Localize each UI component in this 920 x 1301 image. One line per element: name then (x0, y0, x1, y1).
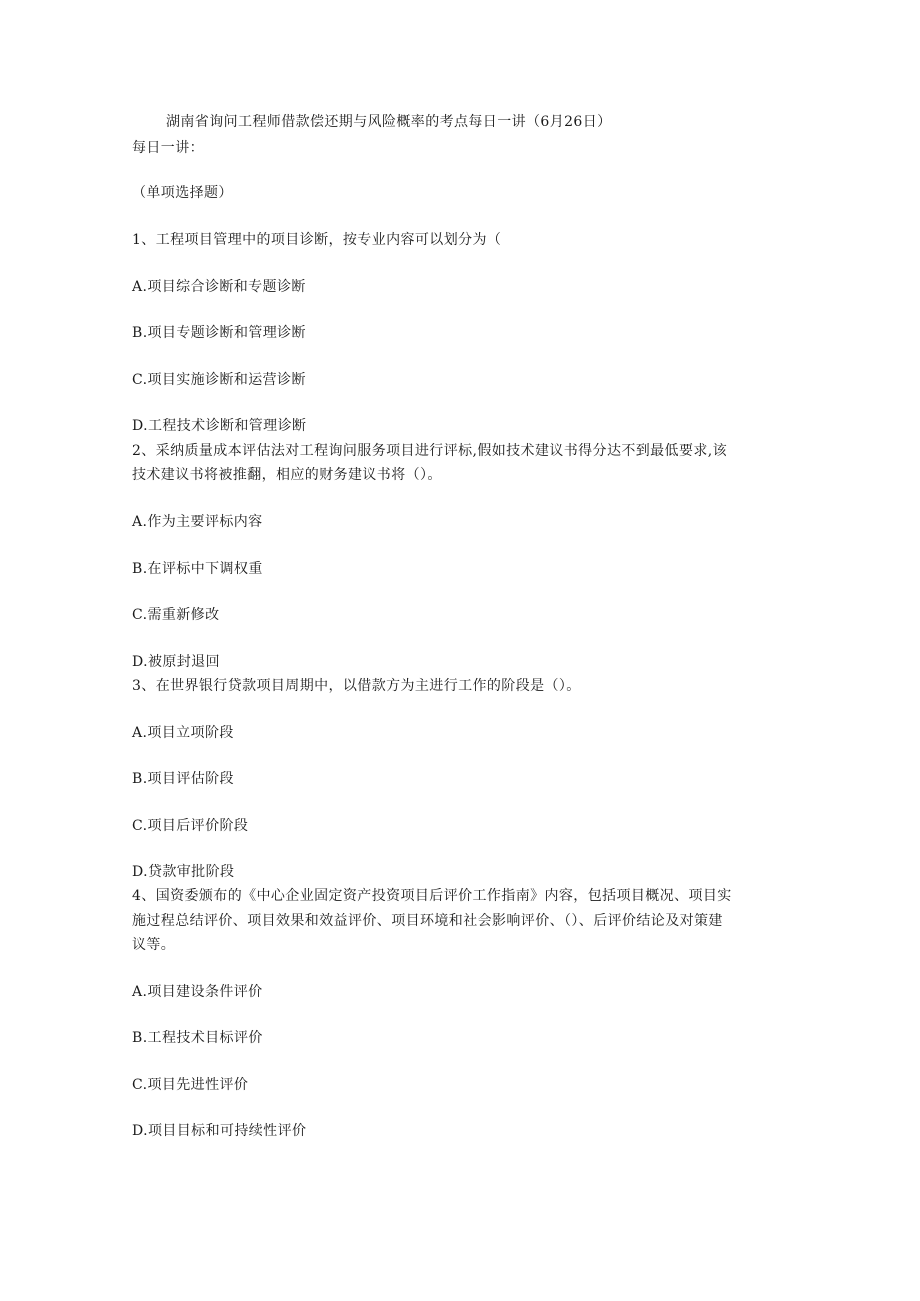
question-1-option-d: D.工程技术诊断和管理诊断 (132, 418, 307, 434)
question-4-stem-line-2: 施过程总结评价、项目效果和效益评价、项目环境和社会影响评价、（）、后评价结论及对策建 (132, 913, 723, 929)
question-3-option-c: C.项目后评价阶段 (132, 818, 249, 834)
question-2-stem-line-1: 2、采纳质量成本评估法对工程询问服务项目进行评标,假如技术建议书得分达不到最低要求,该 (132, 443, 728, 459)
question-2-option-b: B.在评标中下调权重 (132, 561, 263, 577)
question-2-stem-line-2: 技术建议书将被推翻，相应的财务建议书将（）。 (132, 467, 442, 483)
document-title: 湖南省询问工程师借款偿还期与风险概率的考点每日一讲（6月26日） (166, 114, 612, 130)
question-2-option-a: A.作为主要评标内容 (132, 514, 263, 530)
question-3-option-b: B.项目评估阶段 (132, 771, 234, 787)
question-1-option-b: B.项目专题诊断和管理诊断 (132, 325, 306, 341)
question-4-stem-line-3: 议等。 (132, 937, 176, 953)
question-1-option-c: C.项目实施诊断和运营诊断 (132, 372, 306, 388)
question-3-option-a: A.项目立项阶段 (132, 725, 234, 741)
document-subtitle: 每日一讲： (132, 140, 204, 156)
section-heading: （单项选择题） (132, 185, 233, 201)
question-4-option-c: C.项目先进性评价 (132, 1077, 249, 1093)
question-3-stem: 3、在世界银行贷款项目周期中，以借款方为主进行工作的阶段是（）。 (132, 678, 581, 694)
question-3-option-d: D.贷款审批阶段 (132, 864, 235, 880)
question-1-stem: 1、工程项目管理中的项目诊断，按专业内容可以划分为（ (132, 232, 502, 248)
question-4-option-b: B.工程技术目标评价 (132, 1030, 263, 1046)
question-2-option-d: D.被原封退回 (132, 654, 220, 670)
question-4-option-d: D.项目目标和可持续性评价 (132, 1123, 307, 1139)
question-4-stem-line-1: 4、国资委颁布的《中心企业固定资产投资项目后评价工作指南》内容，包括项目概况、项目实 (132, 888, 732, 904)
question-2-option-c: C.需重新修改 (132, 607, 220, 623)
question-4-option-a: A.项目建设条件评价 (132, 984, 263, 1000)
question-1-option-a: A.项目综合诊断和专题诊断 (132, 279, 306, 295)
